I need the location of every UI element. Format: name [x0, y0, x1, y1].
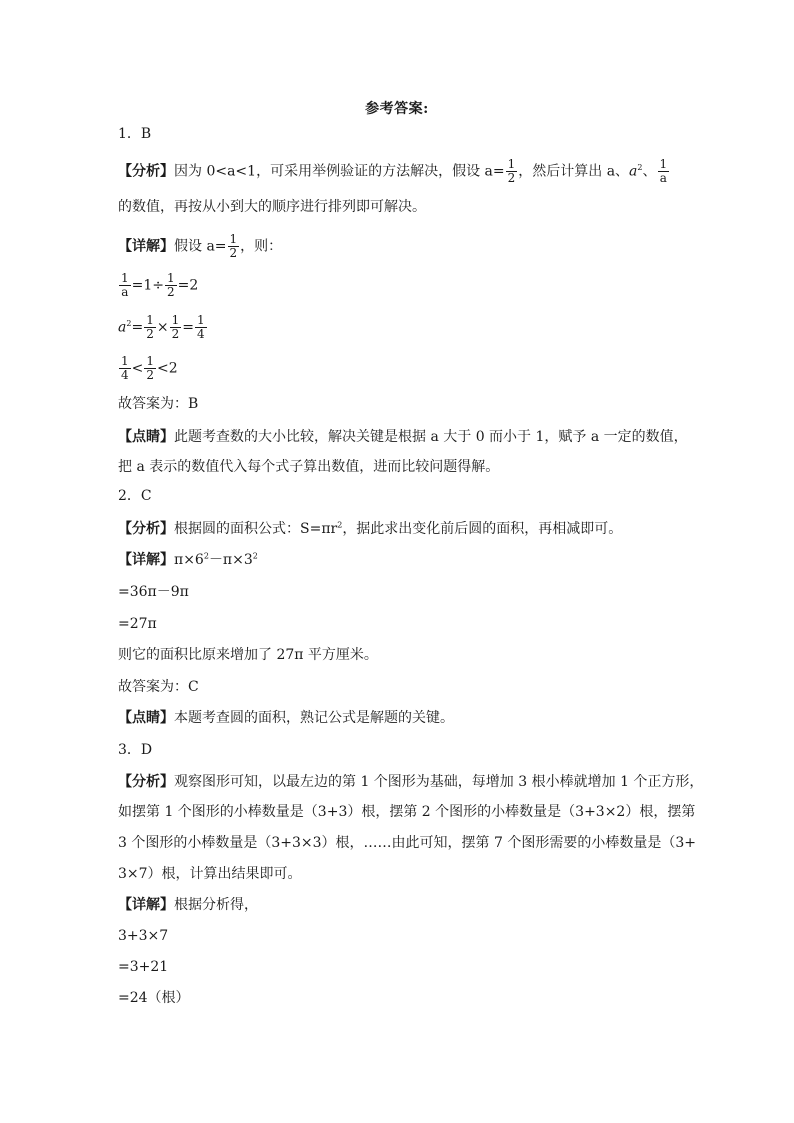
q2-conclusion: 则它的面积比原来增加了 27π 平方厘米。	[118, 647, 378, 663]
q1-answer: 故答案为：B	[118, 396, 199, 412]
q2-detail-line: 【详解】$\pi\times 6^2-\pi\times 3^2$	[118, 551, 258, 568]
q3-analysis-line4: 3×7）根，计算出结果即可。	[118, 866, 302, 882]
q2-comment-tag: 【点睛】	[118, 710, 174, 726]
fraction: $\frac{1}{2}$	[507, 157, 516, 185]
fraction: $\frac{1}{a}$	[659, 157, 668, 185]
q1-analysis-tag: 【分析】	[118, 163, 174, 180]
q3-analysis-tag: 【分析】	[118, 774, 174, 790]
q2-step-1: =36π－9π	[118, 584, 189, 600]
q2-step-2: =27π	[118, 616, 157, 632]
q2-detail-tag: 【详解】	[118, 552, 174, 568]
q3-step-2: =3+21	[118, 959, 169, 975]
q3-step-1: 3+3×7	[118, 928, 169, 944]
q3-detail-line: 【详解】根据分析得，	[118, 897, 258, 913]
fraction: $\frac{1}{2}$	[167, 271, 175, 299]
q2-number: 2．C	[118, 488, 152, 504]
fraction: $\frac{1}{2}$	[171, 313, 180, 341]
q1-detail-line: 【详解】假设 a= $\frac{1}{2}$ ，则：	[118, 232, 283, 260]
fraction: $\frac{1}{a}$	[121, 271, 129, 299]
q3-analysis-line2: 如摆第 1 个图形的小棒数量是（3+3）根，摆第 2 个图形的小棒数量是（3+3×2）根，摆第	[118, 804, 696, 820]
q3-detail-tag: 【详解】	[118, 897, 174, 913]
fraction: $\frac{1}{2}$	[146, 354, 155, 382]
fraction: $\frac{1}{2}$	[229, 232, 238, 260]
q3-step-3: =24（根）	[118, 990, 190, 1006]
q1-equation-1: $\frac{1}{a}$ =1÷ $\frac{1}{2}$ =2	[121, 271, 199, 299]
q3-analysis-line3: 3 个图形的小棒数量是（3+3×3）根，……由此可知，摆第 7 个图形需要的小棒数量是（3+	[118, 835, 696, 851]
q2-comment-line: 【点睛】本题考查圆的面积，熟记公式是解题的关键。	[118, 710, 454, 726]
fraction: $\frac{1}{4}$	[121, 354, 129, 382]
q2-analysis-tag: 【分析】	[118, 521, 174, 537]
q1-comment-line2: 把 a 表示的数值代入每个式子算出数值，进而比较问题得解。	[118, 459, 500, 475]
q1-equation-3: $\frac{1}{4}$ < $\frac{1}{2}$ <2	[121, 354, 178, 382]
q2-analysis-line: 【分析】根据圆的面积公式：$S=\pi r^2$，据此求出变化前后圆的面积，再相减即可。	[118, 520, 623, 537]
q1-detail-tag: 【详解】	[118, 238, 174, 255]
q1-equation-2: $a^2=$ $\frac{1}{2}$ × $\frac{1}{2}$ = $\frac{1}{4}$	[118, 313, 205, 341]
q3-analysis-line1: 【分析】观察图形可知，以最左边的第 1 个图形为基础，每增加 3 根小棒就增加 1 个正方形，	[118, 774, 704, 790]
q1-comment-tag: 【点睛】	[118, 429, 174, 445]
q3-number: 3．D	[118, 742, 153, 758]
fraction: $\frac{1}{2}$	[146, 313, 154, 341]
q2-answer: 故答案为：C	[118, 679, 199, 695]
q1-analysis-line1: 【分析】因为 0<a<1，可采用举例验证的方法解决，假设 a= $\frac{1}{2}$ ，然后计算出 a、$a^2$、 $\frac{1}{a}$	[118, 157, 668, 185]
page-title: 参考答案:	[365, 101, 429, 117]
q1-number: 1．B	[118, 126, 152, 142]
fraction: $\frac{1}{4}$	[196, 313, 205, 341]
q1-comment-line1: 【点睛】此题考查数的大小比较，解决关键是根据 a 大于 0 而小于 1，赋予 a 一定的数值，	[118, 429, 688, 445]
q1-analysis-line2: 的数值，再按从小到大的顺序进行排列即可解决。	[118, 199, 426, 215]
